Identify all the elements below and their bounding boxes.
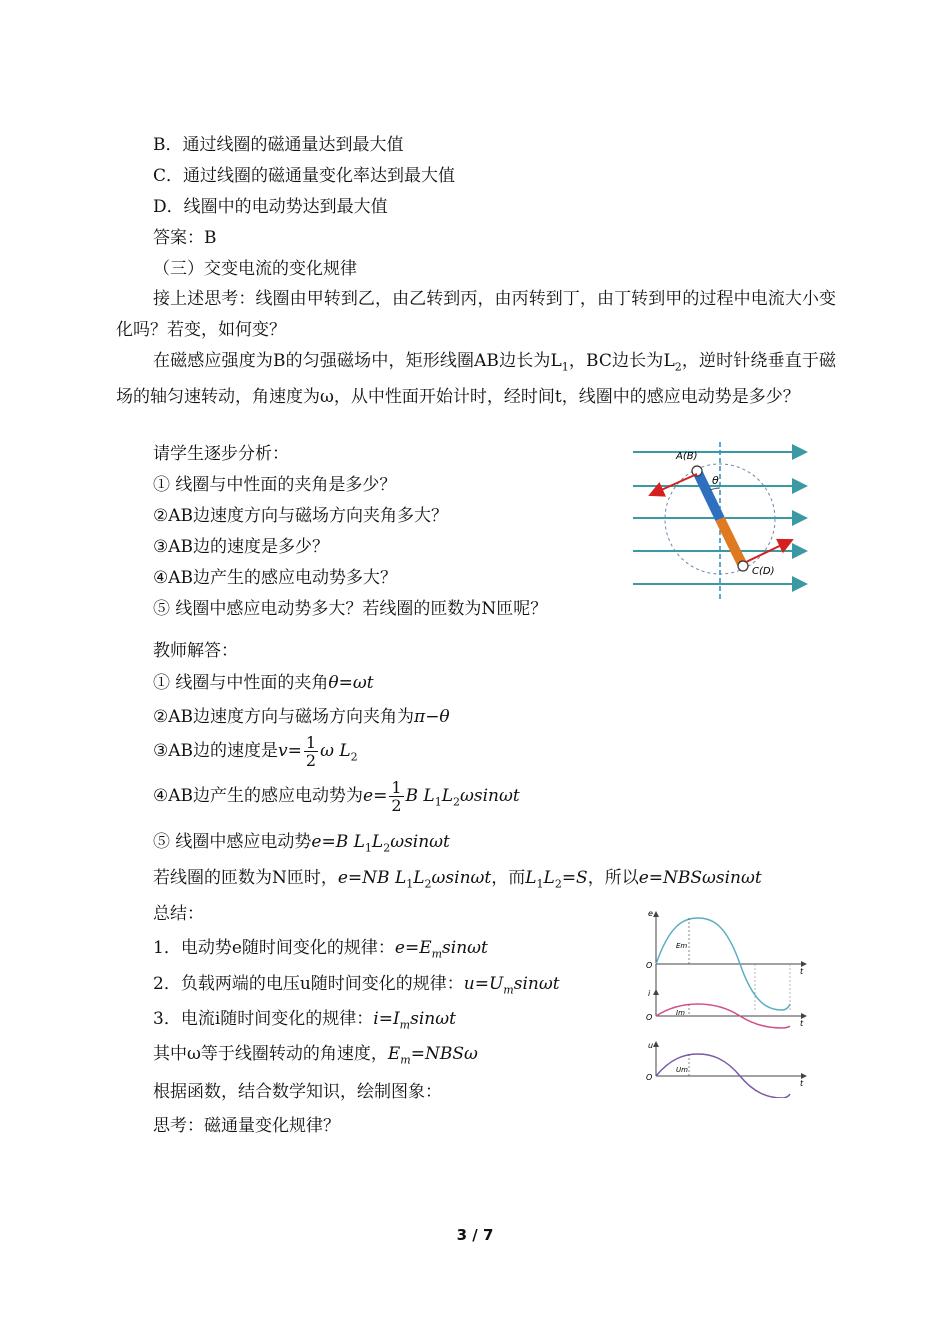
sub-m: m xyxy=(400,1053,411,1067)
summary-1-sin: sinωt xyxy=(442,938,488,958)
question-5: ⑤ 线圈中感应电动势多大？若线圈的匝数为N匝呢？ xyxy=(153,599,548,619)
answer-1 xyxy=(153,672,374,694)
u-graph xyxy=(646,1041,806,1098)
answer-1-math: θ=ωt xyxy=(328,673,374,693)
answer-4 xyxy=(153,778,520,820)
n-turns-math-1-tail: ωsinωt xyxy=(431,868,492,888)
um-label: Um xyxy=(676,1066,688,1074)
summary-heading: 总结： xyxy=(153,904,204,924)
answer-4-math-pre: e= xyxy=(363,786,388,806)
question-2: ②AB边速度方向与磁场方向夹角多大？ xyxy=(153,506,449,526)
e-label: e xyxy=(648,909,653,918)
summary-3-math: i=I xyxy=(373,1009,400,1029)
option-b: B．通过线圈的磁通量达到最大值 xyxy=(153,135,404,155)
draw-line: 根据函数，结合数学知识，绘制图象： xyxy=(153,1082,442,1102)
summary-3-sin: sinωt xyxy=(410,1009,456,1029)
problem-text-1: 在磁感应强度为B的匀强磁场中，矩形线圈AB边长为L xyxy=(153,351,562,371)
answer-5 xyxy=(153,831,450,859)
frac-den: 2 xyxy=(305,751,317,770)
sub-2: 2 xyxy=(554,877,562,891)
answer-3-text: ③AB边的速度是 xyxy=(153,741,279,761)
answer-3-math-pre: v= xyxy=(278,741,302,761)
label-ab: A(B) xyxy=(676,451,698,462)
answer-5-math: e=B L xyxy=(311,832,365,852)
i-graph xyxy=(646,989,806,1028)
symbol-L: L xyxy=(371,832,384,852)
option-d: D．线圈中的电动势达到最大值 xyxy=(153,197,388,217)
sub-1: 1 xyxy=(561,360,569,374)
answer-2-math: π−θ xyxy=(414,707,450,727)
origin-label: O xyxy=(646,1013,653,1022)
frac-den: 2 xyxy=(391,796,402,815)
sub-2: 2 xyxy=(350,750,358,764)
think-paragraph: 接上述思考：线圈由甲转到乙，由乙转到丙，由丙转到丁，由丁转到甲的过程中电流大小变化吗？若变，如何变？ xyxy=(116,289,836,340)
sub-2: 2 xyxy=(424,877,432,891)
sub-2: 2 xyxy=(453,795,460,809)
answer-5-text: ⑤ 线圈中感应电动势 xyxy=(153,832,312,852)
t-label: t xyxy=(800,1079,804,1088)
summary-1-math: e=E xyxy=(394,938,432,958)
n-turns-math-2-tail: =S xyxy=(561,868,588,888)
summary-3-text: 3．电流i随时间变化的规律： xyxy=(153,1009,374,1029)
coil-field-diagram xyxy=(628,440,818,600)
sub-2: 2 xyxy=(674,360,682,374)
sub-m: m xyxy=(399,1018,411,1032)
option-c: C．通过线圈的磁通量变化率达到最大值 xyxy=(153,166,456,186)
analysis-intro: 请学生逐步分析： xyxy=(153,444,289,464)
question-4: ④AB边产生的感应电动势多大？ xyxy=(153,568,398,588)
sub-1: 1 xyxy=(434,795,442,809)
page-number: 3 / 7 xyxy=(456,1226,494,1244)
origin-label: O xyxy=(646,961,653,970)
summary-4 xyxy=(153,1043,478,1071)
n-turns-math-1: e=NB L xyxy=(337,868,407,888)
origin-label: O xyxy=(646,1073,653,1082)
think-2: 思考：磁通量变化规律？ xyxy=(153,1116,340,1136)
summary-4-math-post: =NBSω xyxy=(410,1044,478,1064)
sub-1: 1 xyxy=(364,841,372,855)
answer-5-tail: ωsinωt xyxy=(390,832,450,852)
u-label: u xyxy=(648,1041,654,1050)
sub-m: m xyxy=(431,947,443,961)
t-label: t xyxy=(800,1019,804,1028)
fraction-half xyxy=(389,779,403,814)
answer-4-text: ④AB边产生的感应电动势为 xyxy=(153,786,364,806)
answer-2-text: ②AB边速度方向与磁场方向夹角为 xyxy=(153,707,415,727)
label-theta: θ xyxy=(712,474,719,487)
n-turns-math-3: e=NBSωsinωt xyxy=(638,868,762,888)
answer-2 xyxy=(153,706,450,728)
symbol-L: L xyxy=(525,868,537,888)
question-1: ① 线圈与中性面的夹角是多少？ xyxy=(153,475,397,495)
answer-1-text: ① 线圈与中性面的夹角 xyxy=(153,673,329,693)
symbol-L: L xyxy=(441,786,453,806)
summary-2 xyxy=(153,973,560,1001)
sub-1: 1 xyxy=(536,877,544,891)
frac-num: 1 xyxy=(305,733,317,752)
problem-text-2: ，BC边长为L xyxy=(568,351,675,371)
teacher-heading: 教师解答： xyxy=(153,641,238,661)
summary-3 xyxy=(153,1008,456,1036)
n-turns-line xyxy=(153,867,762,895)
answer-3 xyxy=(153,733,358,775)
n-turns-text-2: ，而 xyxy=(491,868,526,888)
sub-1: 1 xyxy=(406,877,414,891)
velocity-arrow-ab xyxy=(650,474,697,495)
theta-arc xyxy=(710,488,720,490)
answer-3-math-post: ω L xyxy=(320,741,351,761)
frac-num: 1 xyxy=(391,778,402,797)
problem-text-3: ，逆时针绕垂直于磁场的轴匀速转动，角速度为ω，从中性面开始计时，经时间t，线圈中的感应电动势是多少？ xyxy=(116,351,836,408)
im-label: Im xyxy=(676,1009,685,1017)
coil-orange-segment xyxy=(720,519,743,566)
answer-4-tail: ωsinωt xyxy=(460,786,520,806)
fraction-half xyxy=(304,734,318,769)
summary-2-math: u=U xyxy=(463,974,504,994)
e-graph xyxy=(646,909,806,1010)
n-turns-text-3: ，所以 xyxy=(587,868,639,888)
sub-m: m xyxy=(503,983,514,997)
problem-paragraph xyxy=(116,346,836,413)
em-label: Em xyxy=(676,942,688,950)
summary-2-sin: sinωt xyxy=(513,974,560,994)
section-heading: （三）交变电流的变化规律 xyxy=(153,259,357,279)
answer-text: 答案：B xyxy=(153,228,217,248)
t-label: t xyxy=(800,967,804,976)
symbol-L: L xyxy=(543,868,555,888)
label-cd: C(D) xyxy=(752,566,775,577)
sub-2: 2 xyxy=(383,841,391,855)
symbol-L: L xyxy=(413,868,425,888)
summary-1-text: 1．电动势e随时间变化的规律： xyxy=(153,938,395,958)
eiu-graphs xyxy=(640,904,812,1098)
n-turns-text-1: 若线圈的匝数为N匝时， xyxy=(153,868,338,888)
i-label: i xyxy=(648,989,651,998)
summary-4-E: E xyxy=(387,1044,401,1064)
summary-4-text: 其中ω等于线圈转动的角速度， xyxy=(153,1044,388,1064)
answer-4-math-post: B L xyxy=(405,786,435,806)
summary-2-text: 2．负载两端的电压u随时间变化的规律： xyxy=(153,974,464,994)
question-3: ③AB边的速度是多少？ xyxy=(153,537,330,557)
summary-1 xyxy=(153,937,488,965)
